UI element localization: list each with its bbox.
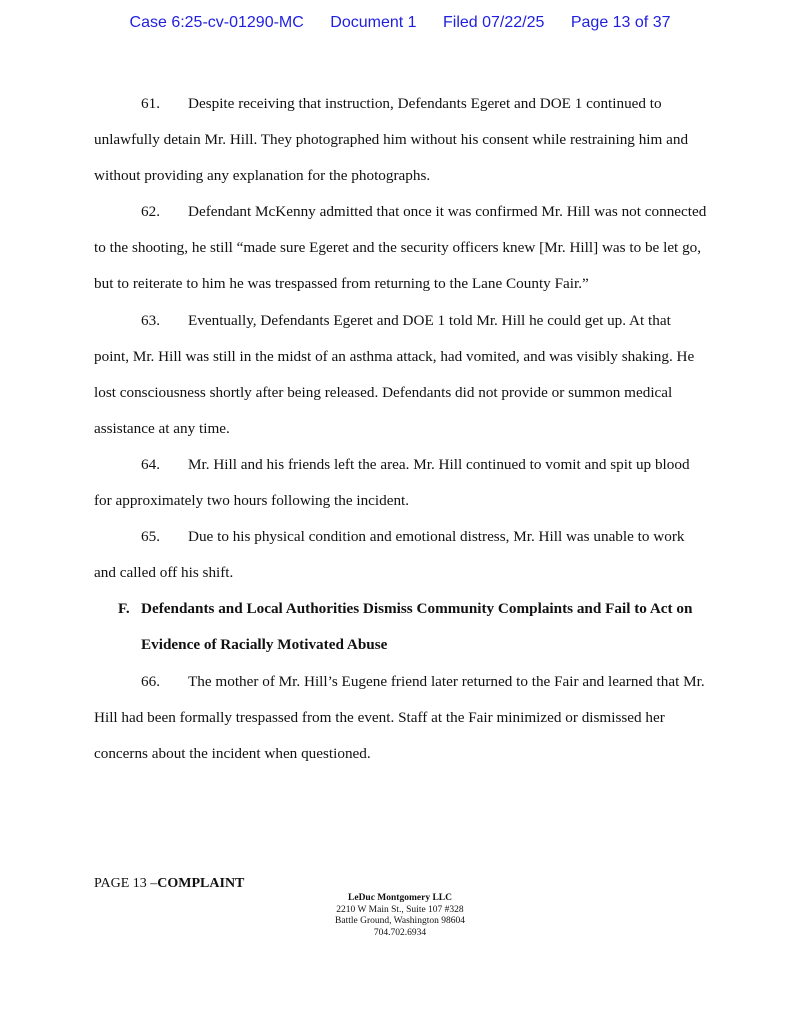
paragraph-62 [94, 194, 709, 302]
paragraph-text: Eventually, Defendants Egeret and DOE 1 told Mr. Hill he could get up. At that point, Mr. Hill was still in the midst of an asthma attack, had vomited, and was visibly shaking. He lost consciousness shortly after being released. Defendants did not provide or summon medical assistance at any time. [94, 311, 695, 437]
section-title: Defendants and Local Authorities Dismiss Community Complaints and Fail to Act on Evidence of Racially Motivated Abuse [141, 600, 693, 654]
paragraph-text: Due to his physical condition and emotional distress, Mr. Hill was unable to work and called off his shift. [94, 528, 685, 582]
firm-phone: 704.702.6934 [373, 927, 427, 938]
paragraph-text: Mr. Hill and his friends left the area. Mr. Hill continued to vomit and spit up blood for approximately two hours following the incident. [94, 455, 690, 510]
paragraph-number: 63. [141, 311, 160, 329]
paragraph-text: Despite receiving that instruction, Defendants Egeret and DOE 1 continued to unlawfully detain Mr. Hill. They photographed him without his consent while restraining him and without providing any explanation for the photographs. [94, 95, 689, 185]
paragraph-number: 65. [141, 528, 160, 546]
page-footer-label [94, 876, 244, 892]
paragraph-number: 62. [141, 203, 160, 221]
paragraph-number: 61. [141, 95, 160, 112]
paragraph-text: Defendant McKenny admitted that once it was confirmed Mr. Hill was not connected to the shooting, he still “made sure Egeret and the security officers knew [Mr. Hill] was to be let go, but to reiterate to him he was trespassed from returning to the Lane County Fair.” [94, 203, 707, 293]
paragraph-63 [94, 303, 709, 447]
case-header [0, 14, 800, 32]
case-number: Case 6:25-cv-01290-MC [129, 14, 304, 31]
footer-page-number: PAGE 13 – [94, 876, 158, 891]
document-number: Document 1 [330, 14, 417, 31]
paragraph-number: 66. [141, 672, 160, 690]
document-body [94, 86, 709, 772]
firm-address-line-1: 2210 W Main St., Suite 107 #328 [336, 904, 464, 915]
paragraph-64 [94, 447, 709, 519]
paragraph-number: 64. [141, 455, 160, 473]
page-indicator: Page 13 of 37 [570, 14, 671, 31]
firm-name: LeDuc Montgomery LLC [348, 893, 452, 903]
footer-document-title: COMPLAINT [157, 876, 245, 891]
firm-block [0, 893, 800, 939]
paragraph-66 [94, 664, 709, 772]
section-letter: F. [118, 600, 130, 618]
firm-address-line-2: Battle Ground, Washington 98604 [335, 916, 465, 926]
paragraph-65 [94, 519, 709, 591]
section-heading-f [94, 591, 709, 663]
paragraph-text: The mother of Mr. Hill’s Eugene friend later returned to the Fair and learned that Mr. Hill had been formally trespassed from the event. Staff at the Fair minimized or dismissed her concerns about the incident when questioned. [94, 672, 705, 762]
filed-date: Filed 07/22/25 [442, 14, 545, 31]
paragraph-61 [94, 86, 709, 194]
